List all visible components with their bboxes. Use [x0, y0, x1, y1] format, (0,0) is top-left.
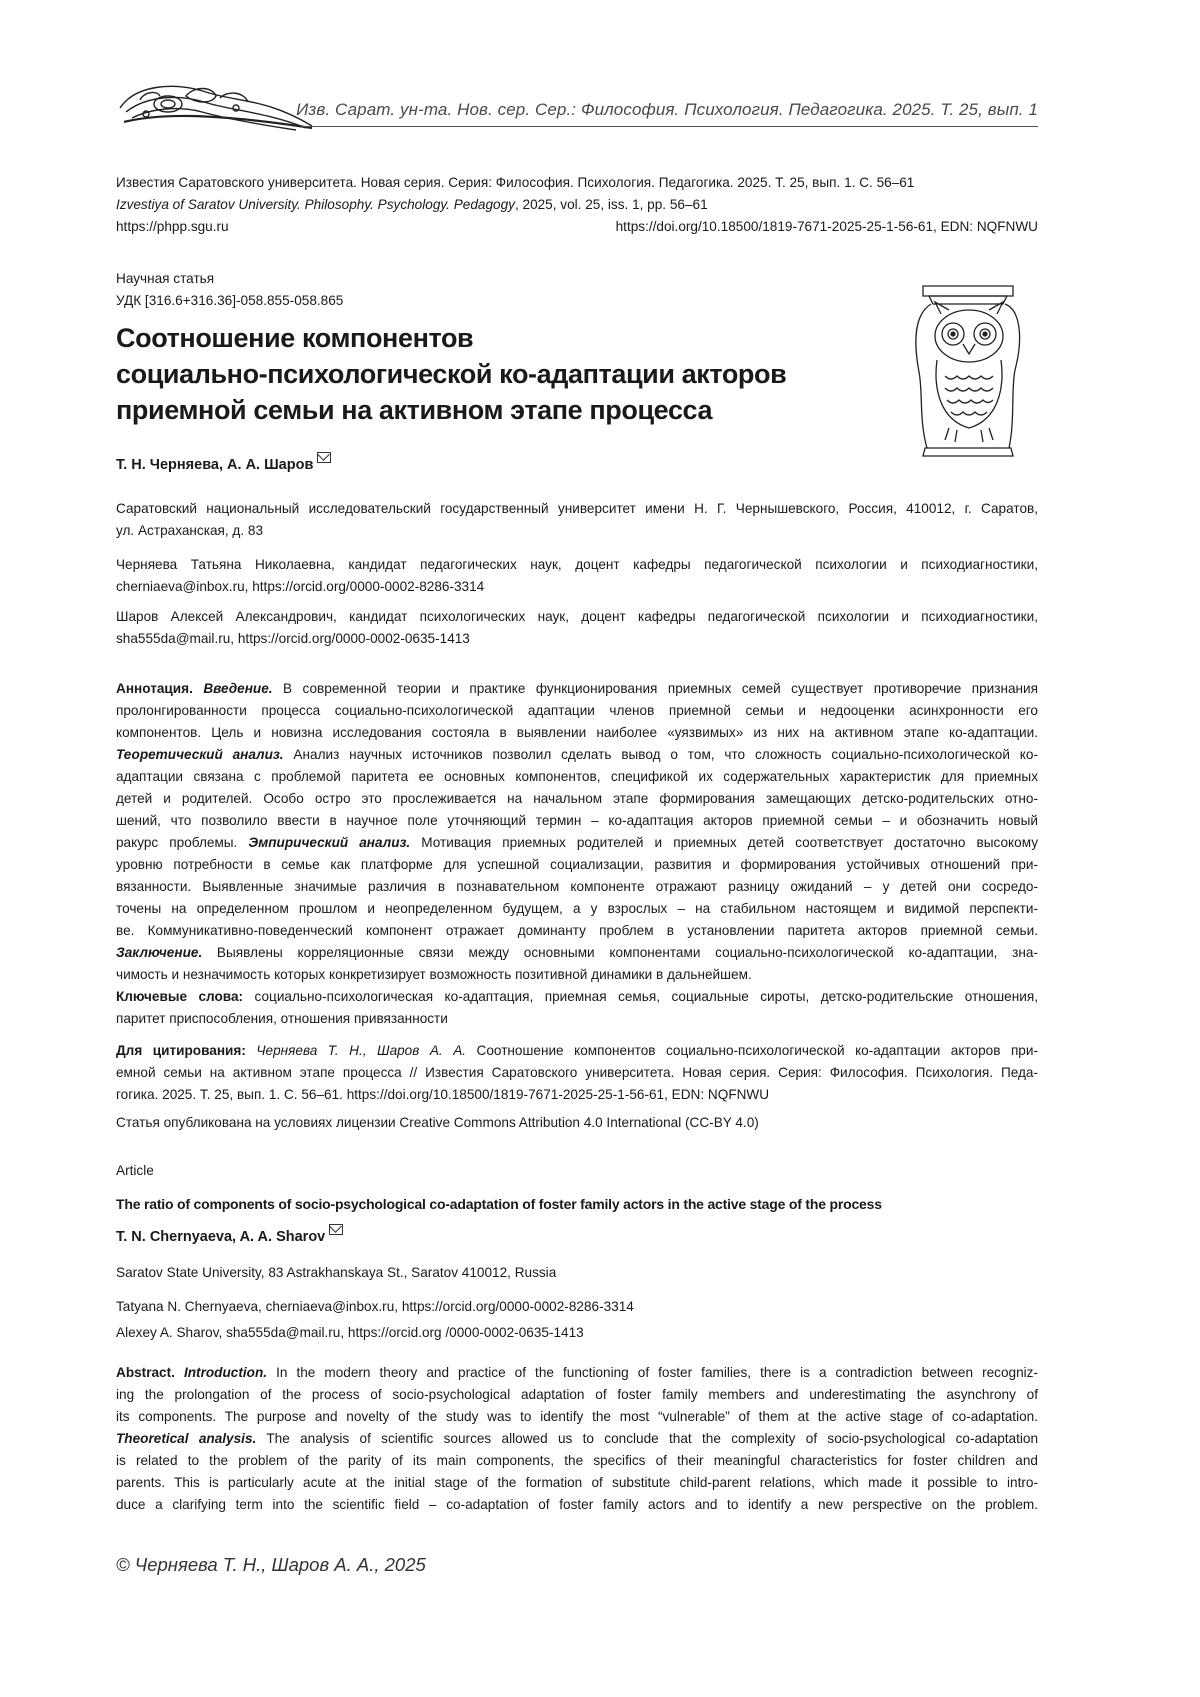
running-head	[116, 78, 1038, 138]
meta-en-citation: Izvestiya of Saratov University. Philosophy. Psychology. Pedagogy, 2025, vol. 25, iss. 1, pp. 56–61	[116, 197, 708, 212]
copyright: © Черняева Т. Н., Шаров А. А., 2025	[116, 1554, 426, 1575]
article-type: Научная статья	[116, 271, 215, 286]
article-title-en: The ratio of components of socio-psychological co-adaptation of foster family actors in the active stage of the process	[116, 1196, 882, 1212]
meta-en-journal: Izvestiya of Saratov University. Philosophy. Psychology. Pedagogy	[116, 197, 515, 212]
citation-doi-link: гогика. 2025. Т. 25, вып. 1. С. 56–61. https://doi.org/10.18500/1819-7671-2025-25-1-56-61, EDN: NQFNWU	[116, 1087, 770, 1102]
author2-info-ru: Шаров Алексей Александрович, кандидат психологических наук, доцент кафедры педагогической психологии и психодиагностики, sha555da@mail.ru, https://orcid.org/0000-0002-0635-1413	[116, 609, 1038, 646]
keywords-ru: Ключевые слова: социально-психологическая ко-адаптация, приемная семья, социальные сироты, детско-родительские отношения, паритет приспособления, отношения привязанности	[116, 989, 1038, 1026]
abstract-en: Abstract. Introduction. In the modern theory and practice of the functioning of foster families, there is a contradiction between recogniz- ing the prolongation of the process of socio-psychological adaptation of foster family members and underestimating the asynchrony of its components. The purpose and novelty of the study was to identify the most “vulnerable” of them at the active stage of co-adaptation. Theoretical analysis. The analysis of scientific sources allowed us to conclude that the complexity of socio-psychological co-adaptation is related to the problem of the parity of its main components, the specifics of their meaningful characteristics for foster children and parents. This is particularly acute at the initial stage of the formation of substitute child-parent relations, which made it possible to intro- duce a clarifying term into the scientific field – co-adaptation of foster family actors and to identify a new perspective on the problem.	[116, 1365, 1039, 1512]
article-title: Соотношение компонентов социально-психологической ко-адаптации акторов приемной семьи на активном этапе процесса	[116, 323, 787, 425]
author2-info-en: Alexey A. Sharov, sha555da@mail.ru, https://orcid.org /0000-0002-0635-1413	[116, 1325, 584, 1340]
affiliation-en: Saratov State University, 83 Astrakhanskaya St., Saratov 410012, Russia	[116, 1265, 557, 1280]
meta-links	[116, 216, 1038, 238]
license-note: Статья опубликована на условиях лицензии Creative Commons Attribution 4.0 International (CC-BY 4.0)	[116, 1115, 759, 1130]
journal-ornament-logo	[116, 78, 316, 134]
authors-ru: Т. Н. Черняева, А. А. Шаров	[116, 454, 331, 476]
authors-en: T. N. Chernyaeva, A. A. Sharov	[116, 1226, 343, 1248]
mail-icon[interactable]	[317, 452, 331, 463]
article-type-block	[116, 268, 343, 312]
author1-info-ru: Черняева Татьяна Николаевна, кандидат педагогических наук, доцент кафедры педагогической психологии и психодиагностики, cherniaeva@inbox.ru, https://orcid.org/0000-0002-8286-3314	[116, 557, 1038, 594]
meta-ru-citation: Известия Саратовского университета. Новая серия. Серия: Философия. Психология. Педагогика. 2025. Т. 25, вып. 1. С. 56–61	[116, 175, 915, 190]
citation-meta	[116, 172, 1038, 238]
header-rule	[302, 126, 1038, 127]
mail-icon-en[interactable]	[329, 1224, 343, 1235]
owl-emblem-image	[905, 280, 1030, 458]
article-type-en: Article	[116, 1163, 154, 1178]
annotation-ru: Аннотация. Введение. В современной теории и практике функционирования приемных семей существует противоречие признания пролонгированности процесса социально-психологической адаптации членов приемной семьи и недооценки асинхронности его компонентов. Цель и новизна исследования состояла в выявлении наиболее «уязвимых» из них на активном этапе ко-адаптации. Теоретический анализ. Анализ научных источников позволил сделать вывод о том, что сложность социально-психологической ко- адаптации связана с проблемой паритета ее основных компонентов, спецификой их содержательных характеристик для приемных детей и родителей. Особо остро это прослеживается на начальном этапе формирования замещающих детско-родительских отно- шений, что позволило ввести в научное поле уточняющий термин – ко-адаптация акторов приемной семьи – и обозначить новый ракурс проблемы. Эмпирический анализ. Мотивация приемных родителей и приемных детей соответствует достаточно высокому уровню потребности в семье как платформе для успешной социализации, развития и формирования устойчивых отношений при- вязанности. Выявленные значимые различия в познавательном компоненте отражают разницу ожиданий – у детей они сосредо- точены на определенном прошлом и неопределенном будущем, а у взрослых – на стабильном настоящем и видимой перспекти- ве. Коммуникативно-поведенческий компонент отражает доминанту проблем в установлении паритета акторов приемной семьи. Заключение. Выявлены корреляционные связи между основными компонентами социально-психологической ко-адаптации, зна- чимость и незначимость которых конкретизирует возможность позитивной динамики в дальнейшем.	[116, 681, 1038, 982]
journal-site-link[interactable]: https://phpp.sgu.ru	[116, 219, 229, 234]
citation-ru: Для цитирования: Черняева Т. Н., Шаров А. А. Соотношение компонентов социально-психологической ко-адаптации акторов при- емной семьи на активном этапе процесса // Известия Саратовского университета. Новая серия. Серия: Философия. Психология. Педа- гогика. 2025. Т. 25, вып. 1. С. 56–61. https://doi.org/10.18500/1819-7671-2025-25-1-56-61, EDN: NQFNWU	[116, 1040, 1038, 1106]
running-head-journal: Изв. Сарат. ун-та. Нов. сер. Сер.: Философия. Психология. Педагогика. 2025. Т. 25, вып. 1	[296, 100, 1038, 119]
udc-code: УДК [316.6+316.36]-058.855-058.865	[116, 293, 344, 308]
doi-link[interactable]: https://doi.org/10.18500/1819-7671-2025-25-1-56-61, EDN: NQFNWU	[615, 219, 1038, 234]
author1-info-en: Tatyana N. Chernyaeva, cherniaeva@inbox.ru, https://orcid.org/0000-0002-8286-3314	[116, 1299, 634, 1314]
affiliation-ru: Саратовский национальный исследовательский государственный университет имени Н. Г. Чернышевского, Россия, 410012, г. Саратов, ул. Астраханская, д. 83	[116, 501, 1038, 538]
